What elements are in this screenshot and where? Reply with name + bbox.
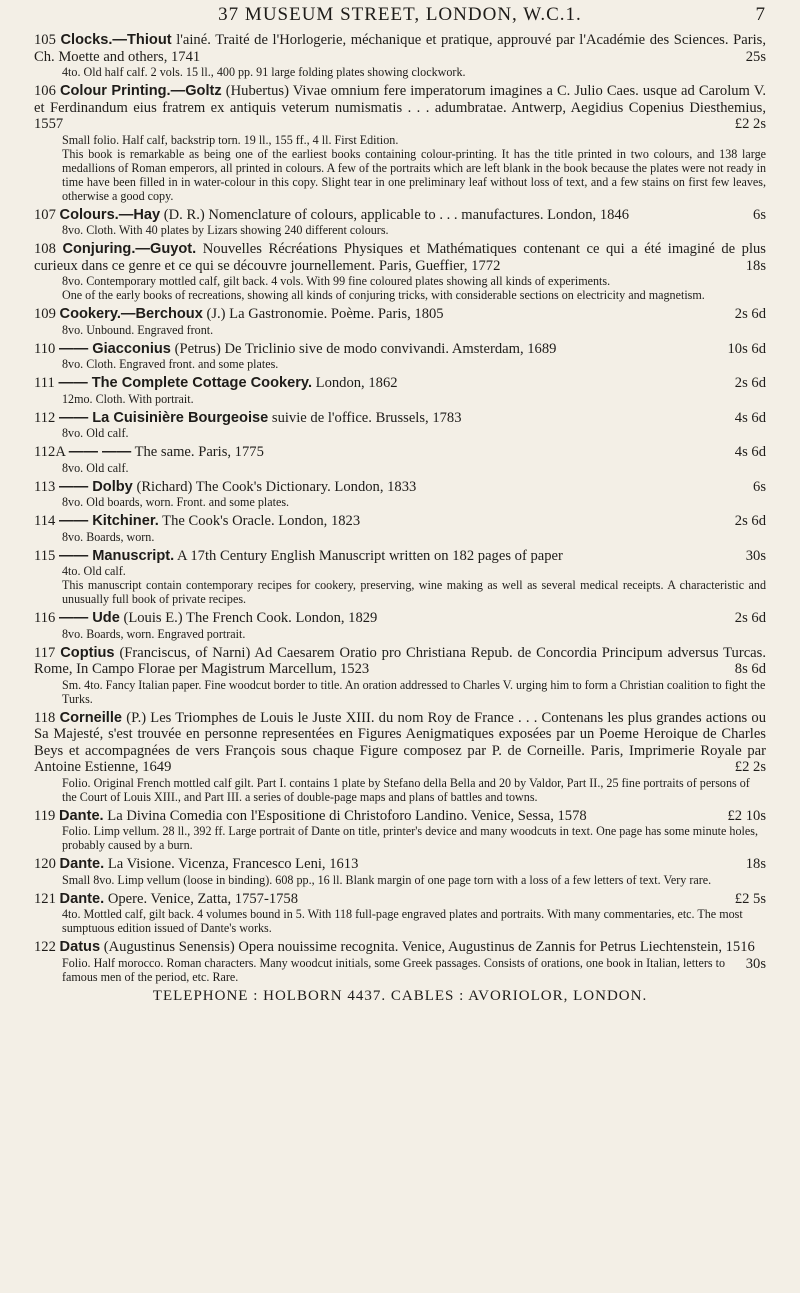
entry-number: 107 <box>34 206 56 223</box>
entry-number: 109 <box>34 306 56 322</box>
entry-title: (Petrus) De Triclinio sive de modo convivandi. Amsterdam, 1689 <box>174 340 557 357</box>
catalogue-entry <box>34 444 766 475</box>
entry-list <box>34 32 766 984</box>
page-footer: TELEPHONE : HOLBORN 4437. CABLES : AVORIOLOR, LONDON. <box>152 987 648 1004</box>
entry-description: 4to. Old half calf. 2 vols. 15 ll., 400 pp. 91 large folding plates showing clockwork. <box>62 65 466 79</box>
entry-description: Folio. Half morocco. Roman characters. Many woodcut initials, some Greek passages. Consists of orations, one book in Italian, letters to famous men of the period, etc. Rare. <box>62 955 726 984</box>
entry-description: Sm. 4to. Fancy Italian paper. Fine woodcut border to title. An oration addressed to Charles V. urging him to form a Christian coalition to fight the Turks. <box>62 677 766 706</box>
entry-author: —— Dolby <box>59 478 133 495</box>
entry-price: £2 2s <box>734 759 766 775</box>
entry-heading <box>34 410 766 427</box>
entry-price: 18s <box>745 856 766 872</box>
entry-author: Dante. <box>59 856 105 872</box>
entry-number: 112 <box>34 409 56 426</box>
entry-title: (Louis E.) The French Cook. London, 1829 <box>123 610 378 626</box>
catalogue-entry <box>34 548 766 607</box>
entry-title: La Visione. Vicenza, Francesco Leni, 1613 <box>107 856 359 872</box>
page-header <box>34 4 766 26</box>
catalogue-entry <box>34 808 766 853</box>
entry-title: (Franciscus, of Narni) Ad Caesarem Oratio pro Christiana Repub. de Concordia Principum adversus Turcas. Rome, In Campo Florae per Magistrum Marcellum, 1523 <box>34 644 766 677</box>
entry-note: One of the early books of recreations, showing all kinds of conjuring tricks, with considerable sections on electricity and magnetism. <box>62 288 705 302</box>
entry-number: 110 <box>34 340 56 357</box>
entry-title: A 17th Century English Manuscript written on 182 pages of paper <box>177 547 563 564</box>
entry-number: 108 <box>34 241 56 257</box>
catalogue-entry <box>34 939 766 984</box>
entry-number: 118 <box>34 709 56 726</box>
entry-heading <box>34 645 766 678</box>
entry-author: Coptius <box>60 644 115 661</box>
entry-price: 2s 6d <box>734 513 766 529</box>
entry-title: suivie de l'office. Brussels, 1783 <box>271 409 462 426</box>
entry-author: —— Manuscript. <box>59 547 175 564</box>
entry-author: —— Ude <box>59 610 120 626</box>
entry-heading <box>34 444 766 461</box>
catalogue-entry <box>34 410 766 441</box>
entry-description: 8vo. Old calf. <box>62 426 129 440</box>
entry-heading <box>34 808 766 825</box>
entry-price: 10s 6d <box>727 340 766 357</box>
entry-author: Datus <box>59 939 101 955</box>
entry-title: The same. Paris, 1775 <box>134 444 264 460</box>
catalogue-entry <box>34 513 766 544</box>
entry-author: Conjuring.—Guyot. <box>62 241 197 257</box>
entry-description: 12mo. Cloth. With portrait. <box>62 391 194 406</box>
entry-heading <box>34 241 766 274</box>
entry-number: 119 <box>34 807 56 824</box>
entry-author: Dante. <box>59 890 105 907</box>
entry-author: Cookery.—Berchoux <box>59 306 203 322</box>
entry-price: 6s <box>753 206 766 223</box>
entry-title: (J.) La Gastronomie. Poème. Paris, 1805 <box>206 306 444 322</box>
entry-author: Colours.—Hay <box>59 206 161 223</box>
entry-price: £2 2s <box>734 116 766 132</box>
entry-title: (Richard) The Cook's Dictionary. London, 1833 <box>136 478 417 495</box>
entry-number: 114 <box>34 513 56 529</box>
catalogue-entry <box>34 375 766 406</box>
entry-price: 4s 6d <box>734 409 766 426</box>
entry-number: 116 <box>34 610 56 626</box>
entry-note: This manuscript contain contemporary recipes for cookery, preserving, wine making as well as several medical receipts. A characteristic and unusually full book of private recipes. <box>62 578 766 606</box>
entry-description: Folio. Original French mottled calf gilt. Part I. contains 1 plate by Stefano della Bella and 20 by Valdor, Part II., 25 fine portraits of persons of the Court of Louis XIII., and Part III. a series of double-page maps and plans of battles and towns. <box>62 775 750 804</box>
catalogue-entry <box>34 610 766 641</box>
entry-description: 8vo. Old boards, worn. Front. and some plates. <box>62 495 290 509</box>
catalogue-entry <box>34 479 766 510</box>
entry-title: (P.) Les Triomphes de Louis le Juste XIII. du nom Roy de France . . . Contenans les plus grandes actions ou Sa Majesté, s'est trouvée en personne representées en Figures Aenigmatiques exposées par un Poeme Heroique de Charles Beys et accompagnées de vers François sous chaque Figure composez par P. de Corneille. Paris, Imprimerie Royale par Antoine Estienne, 1649 <box>34 709 766 775</box>
entry-note: This book is remarkable as being one of the earliest books containing colour-printing. It has the title printed in two colours, and 138 large medallions of Roman emperors, all printed in colours. A few of the portraits which are left blank in the book because the plates were not ready in time have been filled in in water-colour in this copy. Slight tear in one preliminary leaf without loss of text, and a few stains on first few leaves, otherwise a good copy. <box>62 146 766 203</box>
entry-heading <box>34 32 766 65</box>
entry-author: Colour Printing.—Goltz <box>59 83 222 99</box>
entry-heading <box>34 891 766 908</box>
entry-price: £2 10s <box>727 807 766 824</box>
entry-price: 30s <box>745 547 766 564</box>
catalogue-entry <box>34 32 766 79</box>
entry-author: —— Giacconius <box>59 340 171 357</box>
entry-author: —— La Cuisinière Bourgeoise <box>59 409 269 426</box>
entry-description: Small folio. Half calf, backstrip torn. 19 ll., 155 ff., 4 ll. First Edition. <box>62 132 399 147</box>
entry-title: Nouvelles Récréations Physiques et Mathématiques contenant ce qui a été imaginé de plus curieux dans ce genre et ce qui se découvre journellement. Paris, Gueffier, 1772 <box>34 241 766 274</box>
catalogue-entry <box>34 306 766 337</box>
entry-number: 106 <box>34 83 56 99</box>
entry-author: Dante. <box>59 807 104 824</box>
entry-author: Clocks.—Thiout <box>60 32 172 48</box>
entry-heading <box>34 513 766 530</box>
entry-price: 4s 6d <box>734 444 766 460</box>
entry-price: 2s 6d <box>734 610 766 626</box>
entry-heading <box>34 479 766 496</box>
entry-title: The Cook's Oracle. London, 1823 <box>162 513 361 529</box>
entry-description: 8vo. Contemporary mottled calf, gilt back. 4 vols. With 99 fine coloured plates showing all kinds of experiments. <box>62 274 611 288</box>
entry-title: (D. R.) Nomenclature of colours, applicable to . . . manufactures. London, 1846 <box>163 206 630 223</box>
entry-price: 30s <box>745 955 766 972</box>
entry-heading <box>34 83 766 133</box>
catalogue-entry <box>34 241 766 302</box>
entry-number: 105 <box>34 32 56 48</box>
entry-heading <box>34 207 766 224</box>
entry-heading <box>34 610 766 627</box>
entry-description: 8vo. Old calf. <box>62 460 129 475</box>
entry-number: 112A <box>34 444 66 460</box>
entry-description: Small 8vo. Limp vellum (loose in binding). 608 pp., 16 ll. Blank margin of one page torn with a loss of a few letters of text. Very rare. <box>62 872 712 887</box>
entry-price: 2s 6d <box>734 306 766 322</box>
entry-description: 4to. Old calf. <box>62 564 126 578</box>
entry-description: 8vo. Cloth. With 40 plates by Lizars showing 240 different colours. <box>62 223 389 237</box>
entry-price: 18s <box>745 257 766 274</box>
entry-description: 8vo. Unbound. Engraved front. <box>62 322 214 337</box>
entry-heading <box>34 548 766 565</box>
entry-description: Folio. Limp vellum. 28 ll., 392 ff. Large portrait of Dante on title, printer's device and many woodcuts in text. One page has some minute holes, probably caused by a burn. <box>62 824 758 852</box>
entry-number: 122 <box>34 939 56 955</box>
entry-heading <box>34 710 766 776</box>
catalogue-entry <box>34 645 766 706</box>
entry-description: 4to. Mottled calf, gilt back. 4 volumes bound in 5. With 118 full-page engraved plates and portraits. With many commentaries, etc. The most sumptuous edition issued of Dante's works. <box>62 907 743 935</box>
entry-heading <box>34 341 766 358</box>
entry-title: (Hubertus) Vivae omnium fere imperatorum imagines a C. Julio Caes. usque ad Carolum V. et Ferdinandum eius fratrem ex antiquis veterum numismatis . . . adumbratae. Antwerp, Aegidius Copenius Diesthemius, 1557 <box>34 83 766 132</box>
entry-number: 120 <box>34 856 56 872</box>
entry-heading <box>34 856 766 873</box>
entry-heading <box>34 306 766 323</box>
entry-price: 6s <box>753 478 766 495</box>
entry-title: London, 1862 <box>315 375 398 391</box>
entry-description: 8vo. Boards, worn. <box>62 529 155 544</box>
entry-author: —— Kitchiner. <box>59 513 159 529</box>
entry-title: Opere. Venice, Zatta, 1757-1758 <box>107 890 299 907</box>
entry-description: 8vo. Boards, worn. Engraved portrait. <box>62 626 246 641</box>
entry-title: (Augustinus Senensis) Opera nouissime recognita. Venice, Augustinus de Zannis for Petrus Liechtenstein, 1516 <box>103 939 755 955</box>
entry-author: —— The Complete Cottage Cookery. <box>58 375 312 391</box>
catalogue-entry <box>34 856 766 887</box>
entry-description: 8vo. Cloth. Engraved front. and some plates. <box>62 357 279 371</box>
page-title: 37 MUSEUM STREET, LONDON, W.C.1. <box>218 4 582 25</box>
entry-number: 115 <box>34 547 56 564</box>
entry-title: l'ainé. Traité de l'Horlogerie, méchanique et pratique, approuvé par l'Académie des Sciences. Paris, Ch. Moette and others, 1741 <box>34 32 766 65</box>
catalogue-entry <box>34 83 766 203</box>
entry-author: —— —— <box>68 444 132 460</box>
entry-number: 121 <box>34 890 56 907</box>
entry-price: £2 5s <box>734 890 766 907</box>
catalogue-entry <box>34 341 766 372</box>
entry-price: 8s 6d <box>734 661 766 677</box>
entry-price: 2s 6d <box>734 375 766 391</box>
entry-author: Corneille <box>59 709 123 726</box>
entry-number: 113 <box>34 478 56 495</box>
page-number: 7 <box>755 4 766 25</box>
catalogue-entry <box>34 891 766 936</box>
entry-number: 117 <box>34 644 56 661</box>
catalogue-entry <box>34 710 766 804</box>
entry-title: La Divina Comedia con l'Espositione di Christoforo Landino. Venice, Sessa, 1578 <box>107 807 587 824</box>
entry-heading <box>34 375 766 392</box>
entry-number: 111 <box>34 375 55 391</box>
entry-price: 25s <box>745 48 766 65</box>
catalogue-entry <box>34 207 766 238</box>
